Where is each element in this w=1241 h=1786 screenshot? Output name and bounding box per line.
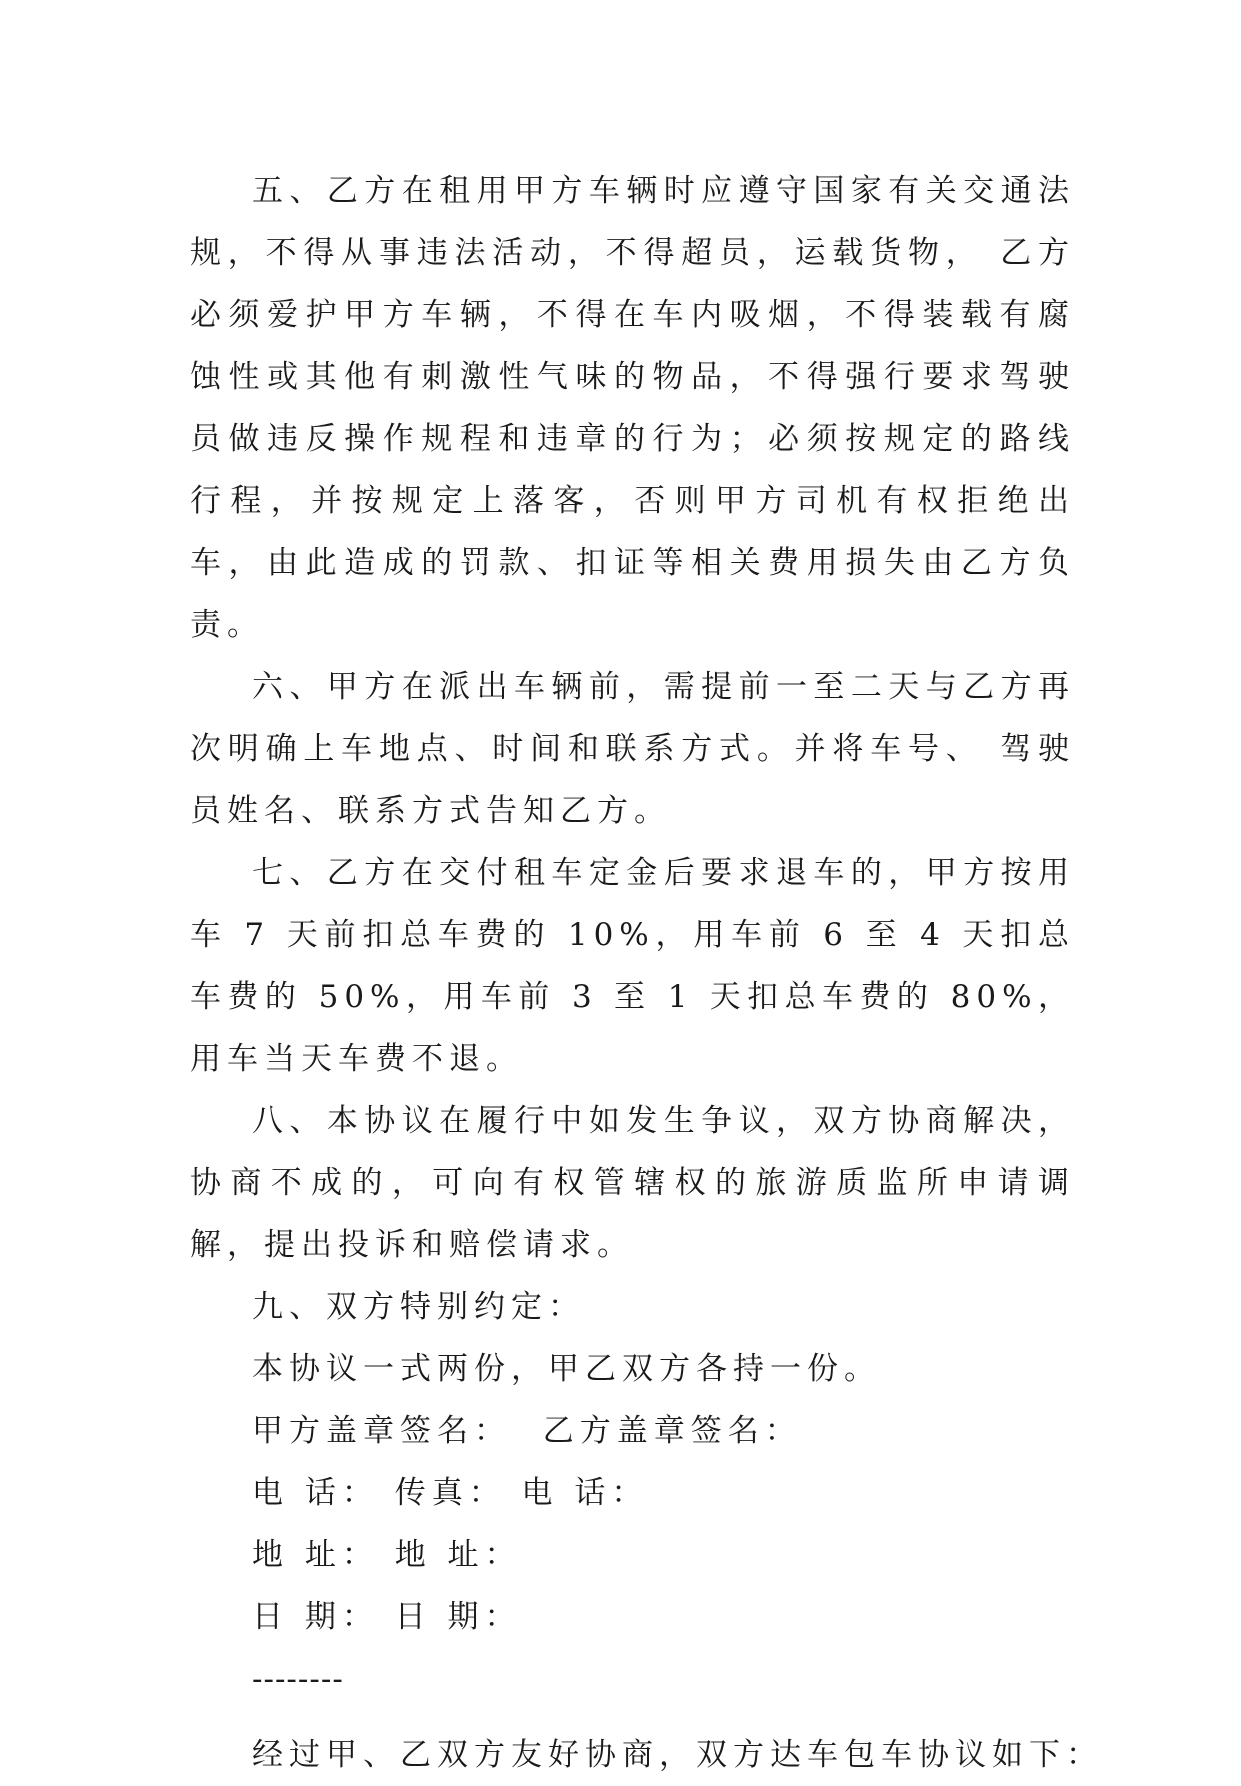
clause-5: 五、乙方在租用甲方车辆时应遵守国家有关交通法规，不得从事违法活动，不得超员，运载货物， 乙方必须爱护甲方车辆，不得在车内吸烟，不得装载有腐蚀性或其他有刺激性气味的物品，不得强行要求驾驶员做违反操作规程和违章的行为；必须按规定的路线行程，并按规定上落客，否则甲方司机有权拒绝出车，由此造成的罚款、扣证等相关费用损失由乙方负责。 — [190, 173, 1075, 643]
clause-8: 八、本协议在履行中如发生争议，双方协商解决，协商不成的，可向有权管辖权的旅游质监所申请调解，提出投诉和赔偿请求。 — [190, 1103, 1075, 1263]
signature-line: 甲方盖章签名： 乙方盖章签名： — [252, 1413, 802, 1449]
clause-9-heading: 九、双方特别约定： — [252, 1289, 585, 1325]
date-line: 日 期： 日 期： — [252, 1599, 522, 1635]
address-line: 地 址： 地 址： — [252, 1537, 522, 1573]
clause-6: 六、甲方在派出车辆前，需提前一至二天与乙方再次明确上车地点、时间和联系方式。并将车号、 驾驶员姓名、联系方式告知乙方。 — [190, 669, 1075, 829]
closing-statement: 经过甲、乙双方友好协商，双方达车包车协议如下： — [252, 1737, 1103, 1773]
copies-statement: 本协议一式两份，甲乙双方各持一份。 — [252, 1351, 881, 1387]
phone-fax-line: 电 话： 传真： 电 话： — [252, 1475, 649, 1511]
separator-line: -------- — [252, 1661, 344, 1697]
clause-7: 七、乙方在交付租车定金后要求退车的，甲方按用车 7 天前扣总车费的 10%，用车前 6 至 4 天扣总车费的 50%，用车前 3 至 1 天扣总车费的 80%，用车当天车费不退。 — [190, 855, 1075, 1077]
document-page — [190, 160, 1103, 1786]
section-spacer — [190, 1710, 1075, 1724]
